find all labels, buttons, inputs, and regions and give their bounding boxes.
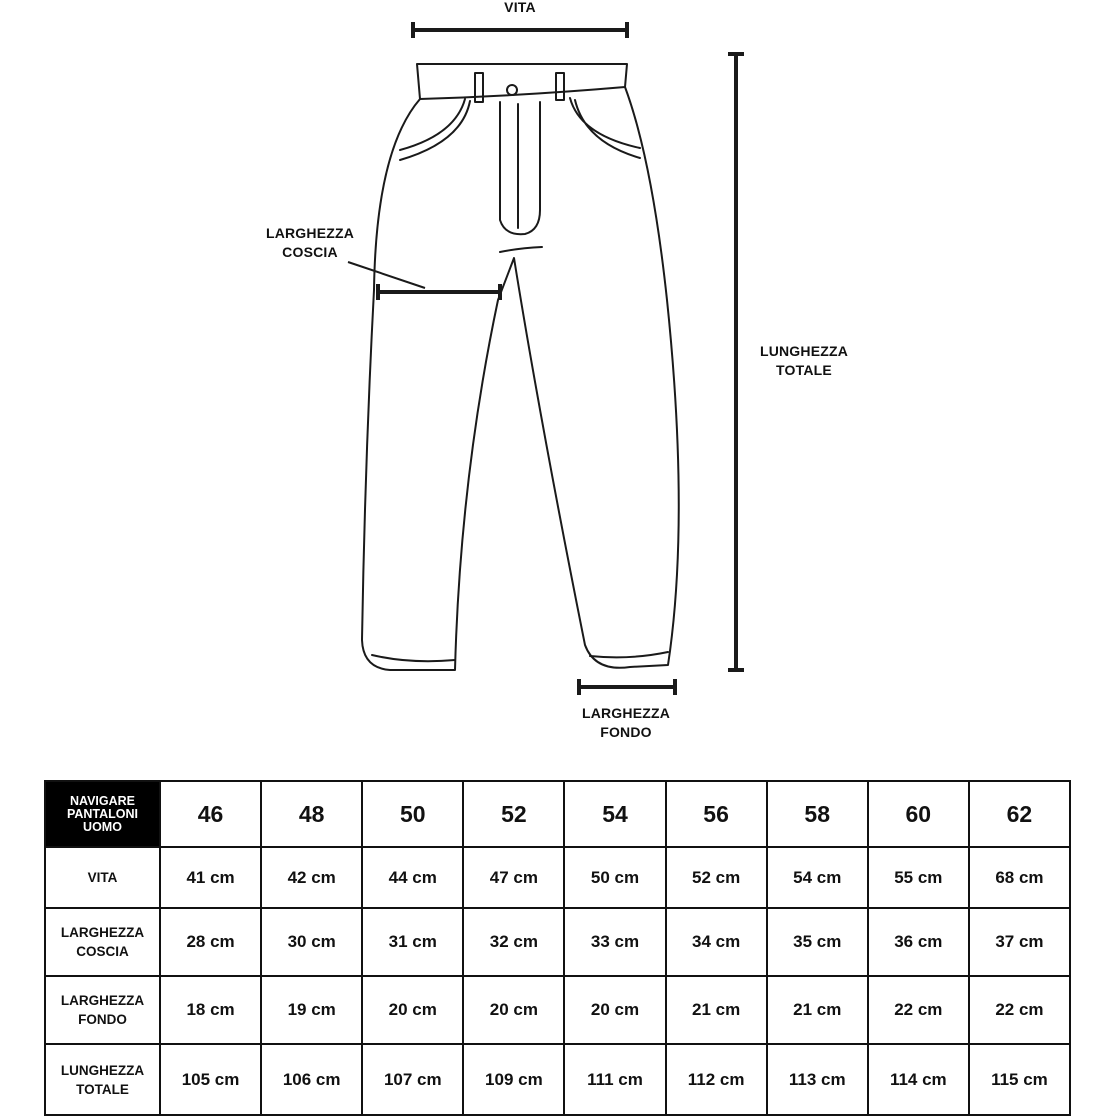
table-cell: 55 cm [868,847,969,908]
table-row-lunghezza-totale [45,1044,1070,1115]
row-label: VITA [45,847,160,908]
size-header: 56 [666,781,767,847]
table-cell: 44 cm [362,847,463,908]
row-label: LUNGHEZZA TOTALE [45,1044,160,1115]
table-cell: 54 cm [767,847,868,908]
table-cell: 37 cm [969,908,1070,976]
belt-loop-right [556,73,564,100]
table-cell: 106 cm [261,1044,362,1115]
label-lunghezza-totale: LUNGHEZZA TOTALE [759,343,849,378]
label-larghezza-coscia: LARGHEZZA COSCIA [265,225,355,260]
table-cell: 30 cm [261,908,362,976]
table-cell: 47 cm [463,847,564,908]
table-header-row [45,781,1070,847]
table-cell: 105 cm [160,1044,261,1115]
table-cell: 32 cm [463,908,564,976]
waist-button [507,85,517,95]
crotch-seam [500,247,542,252]
table-cell: 36 cm [868,908,969,976]
table-cell: 68 cm [969,847,1070,908]
table-cell: 31 cm [362,908,463,976]
label-larghezza-fondo: LARGHEZZA FONDO [581,705,671,740]
table-cell: 21 cm [666,976,767,1044]
row-label: LARGHEZZA FONDO [45,976,160,1044]
table-cell: 28 cm [160,908,261,976]
table-cell: 20 cm [463,976,564,1044]
coscia-pointer [348,262,425,288]
table-cell: 33 cm [564,908,665,976]
table-cell: 19 cm [261,976,362,1044]
table-cell: 112 cm [666,1044,767,1115]
size-header: 60 [868,781,969,847]
row-label: LARGHEZZA COSCIA [45,908,160,976]
table-cell: 52 cm [666,847,767,908]
label-vita: VITA [504,0,536,15]
size-header: 52 [463,781,564,847]
fly-outer [500,102,540,234]
table-cell: 41 cm [160,847,261,908]
size-header: 54 [564,781,665,847]
table-corner-label: NAVIGARE PANTALONI UOMO [45,781,160,847]
table-cell: 115 cm [969,1044,1070,1115]
size-header: 46 [160,781,261,847]
size-header: 48 [261,781,362,847]
size-table [44,780,1071,1116]
hem-left [372,655,455,661]
pocket-right [570,98,640,158]
table-row-larghezza-coscia [45,908,1070,976]
table-cell: 42 cm [261,847,362,908]
size-header: 58 [767,781,868,847]
table-cell: 20 cm [362,976,463,1044]
table-cell: 20 cm [564,976,665,1044]
table-cell: 22 cm [969,976,1070,1044]
table-cell: 35 cm [767,908,868,976]
hem-right [590,652,668,657]
table-row-vita [45,847,1070,908]
table-cell: 50 cm [564,847,665,908]
table-cell: 18 cm [160,976,261,1044]
table-row-larghezza-fondo [45,976,1070,1044]
table-cell: 21 cm [767,976,868,1044]
waistband [417,64,627,99]
pocket-left [400,99,470,160]
pants-outline [362,87,679,670]
size-header: 50 [362,781,463,847]
table-cell: 111 cm [564,1044,665,1115]
table-cell: 22 cm [868,976,969,1044]
size-header: 62 [969,781,1070,847]
table-cell: 109 cm [463,1044,564,1115]
table-cell: 107 cm [362,1044,463,1115]
table-cell: 114 cm [868,1044,969,1115]
table-cell: 113 cm [767,1044,868,1115]
table-cell: 34 cm [666,908,767,976]
